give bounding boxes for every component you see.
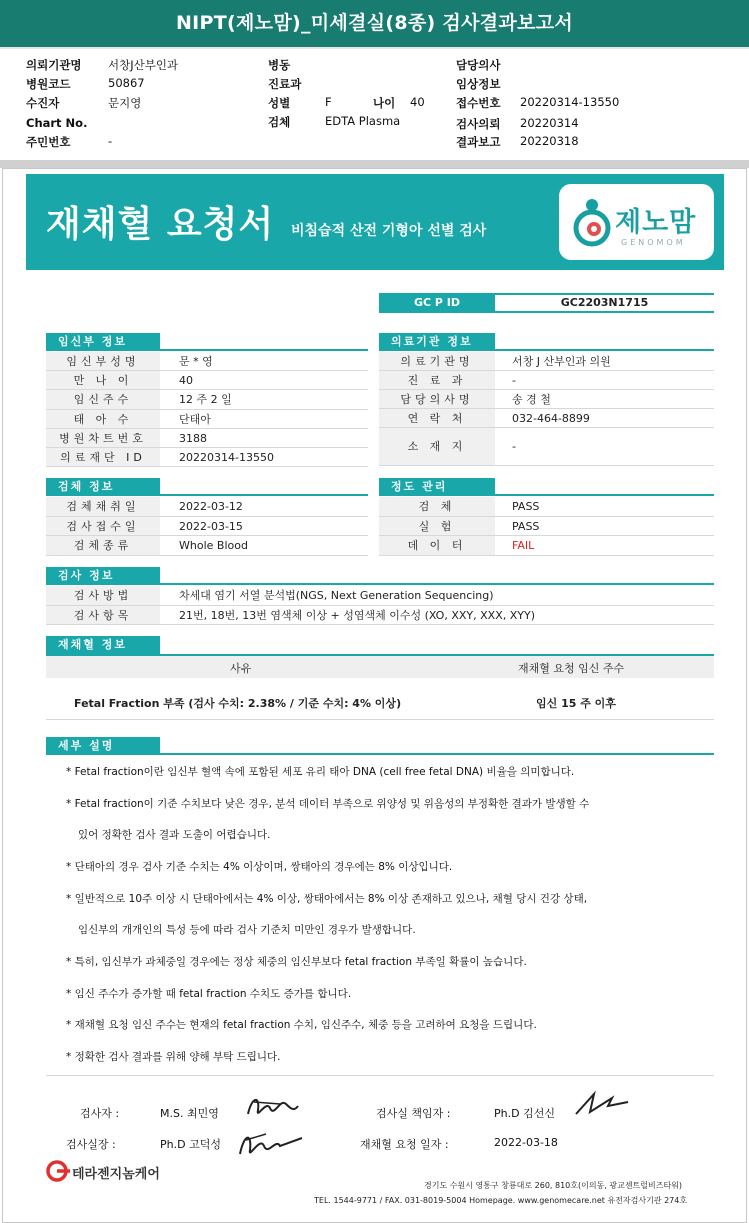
result-label: 결과보고 bbox=[456, 135, 501, 149]
field-label: 검사방법 bbox=[46, 586, 160, 606]
company-logo-icon bbox=[46, 1160, 72, 1182]
qc-heading: 정도 관리 bbox=[379, 478, 495, 496]
patient-value: 문지영 bbox=[108, 96, 142, 110]
detail-line: * 임신 주수가 증가할 때 fetal fraction 수치도 증가를 합니다. bbox=[66, 988, 352, 1000]
institution-label: 의뢰기관명 bbox=[26, 58, 82, 72]
redraw-info-heading: 재채혈 정보 bbox=[46, 636, 160, 654]
receipt-value: 20220314-13550 bbox=[520, 95, 620, 109]
age-label: 나이 bbox=[373, 96, 396, 110]
detail-line: * 정확한 검사 결과를 위해 양해 부탁 드립니다. bbox=[66, 1051, 281, 1063]
field-value: - bbox=[512, 374, 516, 387]
details-heading: 세부 설명 bbox=[46, 737, 160, 755]
section-rule bbox=[160, 583, 714, 585]
field-label: 만 나 이 bbox=[46, 371, 160, 390]
specimen-label: 검체 bbox=[268, 115, 291, 129]
redraw-col-week: 재채혈 요청 임신 주수 bbox=[518, 662, 625, 675]
field-label: 데 이 터 bbox=[379, 536, 495, 556]
field-value: Whole Blood bbox=[179, 539, 248, 552]
field-value: - bbox=[512, 440, 516, 453]
section-rule bbox=[160, 494, 368, 496]
field-value: 2022-03-12 bbox=[179, 500, 243, 513]
field-label: 임신주수 bbox=[46, 390, 160, 409]
redraw-col-reason: 사유 bbox=[230, 662, 252, 675]
tester-name: M.S. 최민영 bbox=[160, 1107, 219, 1120]
genomom-logo-icon bbox=[572, 196, 612, 248]
logo-subtext: GENOMOM bbox=[621, 238, 686, 247]
row-rule bbox=[46, 555, 368, 556]
detail-line: * Fetal fraction이란 임신부 혈액 속에 포함된 세포 유리 태아 DNA (cell free fetal DNA) 비율을 의미합니다. bbox=[66, 766, 575, 778]
section-rule bbox=[495, 494, 714, 496]
section-rule bbox=[160, 753, 714, 755]
field-value: 12 주 2 일 bbox=[179, 393, 232, 407]
detail-line: * 특히, 임신부가 과체중일 경우에는 정상 체중의 임신부보다 fetal fraction 부족일 확률이 높습니다. bbox=[66, 956, 527, 968]
report-title: NIPT(제노맘)_미세결실(8종) 검사결과보고서 bbox=[0, 0, 749, 47]
responsible-label: 검사실 책임자 : bbox=[376, 1107, 451, 1120]
result-value: 20220318 bbox=[520, 134, 579, 148]
lab-head-name: Ph.D 고덕성 bbox=[160, 1138, 221, 1151]
banner-subtitle: 비침습적 산전 기형아 선별 검사 bbox=[291, 223, 487, 239]
detail-line: * 일반적으로 10주 이상 시 단태아에서는 4% 이상, 쌍태아에서는 8% 이상 존재하고 있으나, 채혈 당시 건강 상태, bbox=[66, 893, 588, 905]
field-label: 의료기관명 bbox=[379, 352, 495, 371]
redraw-week: 임신 15 주 이후 bbox=[536, 697, 616, 710]
field-value: PASS bbox=[512, 519, 540, 533]
sex-value: F bbox=[325, 95, 332, 109]
field-label: 검체채취일 bbox=[46, 497, 160, 517]
field-value: FAIL bbox=[512, 539, 535, 552]
doctor-label: 담당의사 bbox=[456, 58, 501, 72]
receipt-label: 접수번호 bbox=[456, 96, 501, 110]
table-rule bbox=[46, 719, 714, 720]
field-label: 검 체 bbox=[379, 497, 495, 517]
hospital-code-value: 50867 bbox=[108, 76, 145, 90]
field-label: 태 아 수 bbox=[46, 410, 160, 429]
field-value: 문 * 영 bbox=[179, 355, 213, 368]
gcp-id-value: GC2203N1715 bbox=[495, 293, 714, 313]
field-label: 의료재단 ID bbox=[46, 448, 160, 467]
test-info-heading: 검사 정보 bbox=[46, 567, 160, 585]
section-separator bbox=[0, 160, 749, 168]
row-rule bbox=[46, 466, 368, 467]
row-rule bbox=[379, 465, 714, 466]
company-name: 테라젠지놈케어 bbox=[72, 1167, 160, 1182]
detail-line: * Fetal fraction이 기준 수치보다 낮은 경우, 분석 데이터 부족으로 위양성 및 위음성의 부정확한 결과가 발생할 수 bbox=[66, 798, 590, 810]
responsible-signature bbox=[572, 1088, 632, 1120]
details-bottom-rule bbox=[46, 1075, 714, 1076]
logo-text: 제노맘 bbox=[615, 207, 697, 238]
field-label: 검사접수일 bbox=[46, 517, 160, 537]
field-value: 차세대 염기 서열 분석법(NGS, Next Generation Sequencing) bbox=[179, 589, 494, 602]
field-label: 검사항목 bbox=[46, 606, 160, 626]
field-label: 임신부성명 bbox=[46, 352, 160, 371]
resident-value: - bbox=[108, 134, 113, 148]
dept-label: 진료과 bbox=[268, 77, 302, 91]
field-value: 3188 bbox=[179, 431, 207, 445]
clinical-label: 임상정보 bbox=[456, 77, 501, 91]
specimen-info-heading: 검체 정보 bbox=[46, 478, 160, 496]
row-rule bbox=[379, 555, 714, 556]
field-label: 진 료 과 bbox=[379, 371, 495, 390]
section-rule bbox=[495, 349, 714, 351]
chart-label: Chart No. bbox=[26, 116, 88, 130]
tester-signature bbox=[240, 1090, 304, 1126]
detail-line: * 재채혈 요청 임신 주수는 현재의 fetal fraction 수치, 임신주수, 체중 등을 고려하여 요청을 드립니다. bbox=[66, 1019, 537, 1031]
field-value: 단태아 bbox=[179, 412, 211, 426]
field-value: 2022-03-15 bbox=[179, 519, 243, 533]
field-value: 서창 J 산부인과 의원 bbox=[512, 355, 611, 368]
detail-line: 임신부의 개개인의 특성 등에 따라 검사 기준치 미만인 경우가 발생합니다. bbox=[78, 924, 416, 936]
request-date: 2022-03-18 bbox=[494, 1136, 558, 1149]
footer-contact: TEL. 1544-9771 / FAX. 031-8019-5004 Homepage. www.genomecare.net 유전자검사기관 274호 bbox=[314, 1196, 688, 1205]
pregnant-info-heading: 임신부 정보 bbox=[46, 333, 160, 351]
detail-line: 있어 정확한 검사 결과 도출이 어렵습니다. bbox=[78, 829, 271, 841]
footer-address: 경기도 수원시 영통구 창룡대로 260, 810호(이의동, 광교센트럴비즈타워) bbox=[424, 1181, 683, 1190]
responsible-name: Ph.D 김선신 bbox=[494, 1107, 555, 1120]
hospital-code-label: 병원코드 bbox=[26, 77, 71, 91]
field-label: 검체종류 bbox=[46, 536, 160, 556]
field-value: 21번, 18번, 13번 염색체 이상 + 성염색체 이수성 (XO, XXY, XXX, XYY) bbox=[179, 608, 535, 622]
lab-head-signature bbox=[230, 1124, 310, 1164]
section-rule bbox=[160, 349, 368, 351]
ward-label: 병동 bbox=[268, 58, 291, 72]
field-value: 송 경 철 bbox=[512, 393, 551, 406]
institution-value: 서창J산부인과 bbox=[108, 58, 179, 72]
title-divider bbox=[0, 47, 749, 49]
request-label: 검사의뢰 bbox=[456, 117, 501, 131]
field-label: 실 험 bbox=[379, 517, 495, 537]
patient-label: 수진자 bbox=[26, 96, 60, 110]
request-date-label: 재채혈 요청 일자 : bbox=[360, 1138, 449, 1151]
sex-label: 성별 bbox=[268, 96, 291, 110]
gcp-id-label: GC P ID bbox=[379, 293, 495, 313]
field-value: PASS bbox=[512, 500, 540, 513]
tester-label: 검사자 : bbox=[80, 1107, 120, 1120]
row-rule bbox=[46, 624, 714, 625]
lab-head-label: 검사실장 : bbox=[66, 1138, 116, 1151]
field-label: 병원차트번호 bbox=[46, 429, 160, 448]
field-value: 20220314-13550 bbox=[179, 451, 274, 464]
institution-info-heading: 의료기관 정보 bbox=[379, 333, 495, 351]
field-label: 담당의사명 bbox=[379, 390, 495, 409]
field-label: 소 재 지 bbox=[379, 428, 495, 466]
resident-label: 주민번호 bbox=[26, 135, 71, 149]
banner-title: 재채혈 요청서 bbox=[46, 204, 275, 245]
field-value: 032-464-8899 bbox=[512, 412, 590, 425]
field-value: 40 bbox=[179, 374, 193, 388]
field-label: 연 락 처 bbox=[379, 409, 495, 428]
redraw-reason: Fetal Fraction 부족 (검사 수치: 2.38% / 기준 수치: 4% 이상) bbox=[74, 697, 402, 710]
age-value: 40 bbox=[410, 95, 425, 109]
request-value: 20220314 bbox=[520, 116, 579, 130]
specimen-value: EDTA Plasma bbox=[325, 114, 401, 128]
detail-line: * 단태아의 경우 검사 기준 수치는 4% 이상이며, 쌍태아의 경우에는 8% 이상입니다. bbox=[66, 861, 453, 873]
